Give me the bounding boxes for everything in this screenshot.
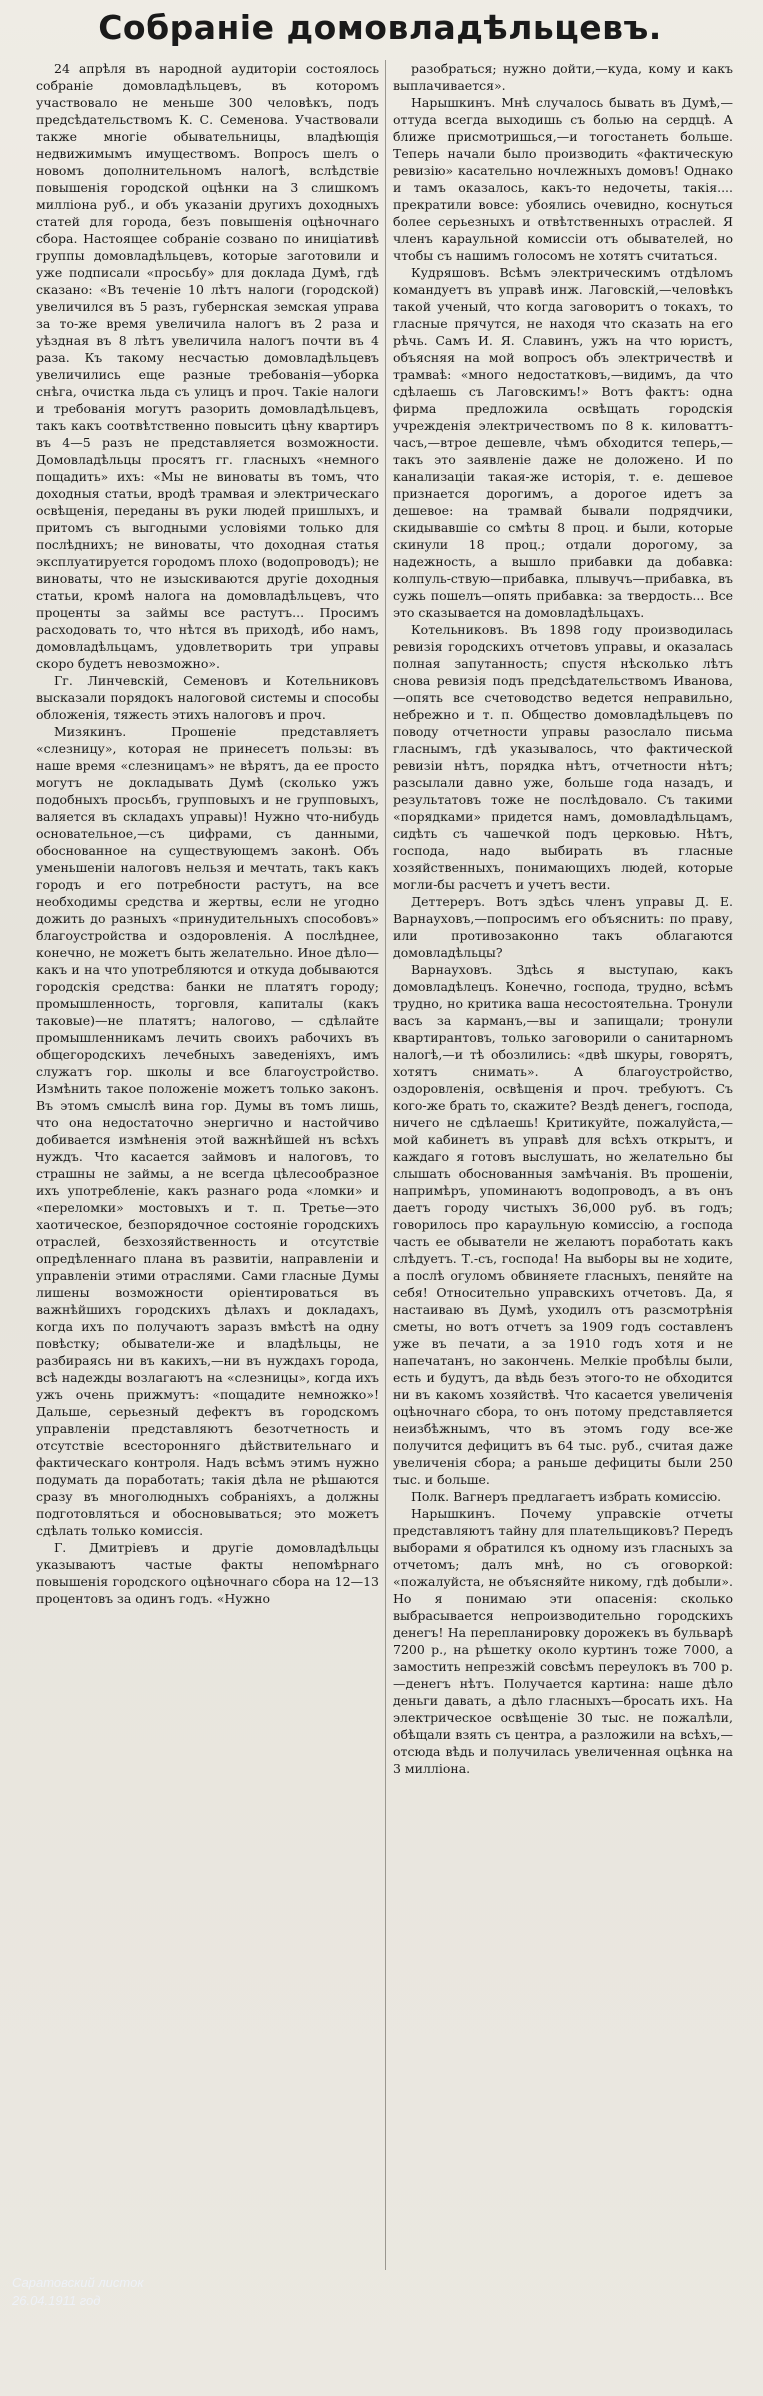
- right-column: [393, 60, 733, 1777]
- paragraph: Котельниковъ. Въ 1898 году производилась ревизія городскихъ отчетовъ управы, и оказалась полная запутанность; спустя нѣсколько лѣтъ снова ревизія подъ предсѣдательствомъ Иванова,—опять все счетоводство ведется неправильно, небрежно и т. п. Общество домовладѣльцевъ по поводу отчетности управы разослало письма гласнымъ, гдѣ указывалось, что фактической ревизіи нѣтъ, порядка нѣтъ, отчетности нѣтъ; разсылали давно уже, больше года назадъ, и результатовъ тоже не послѣдовало. Съ такими «порядками» придется намъ, домовладѣльцамъ, сидѣть съ чашечкой подъ церковью. Нѣтъ, господа, надо выбирать въ гласные хозяйственныхъ, понимающихъ людей, которые могли-бы расчетъ и учетъ вести.: [393, 622, 733, 892]
- source-caption: [12, 2274, 252, 2314]
- paragraph: Деттереръ. Вотъ здѣсь членъ управы Д. Е. Варнауховъ,—попросимъ его объяснить: по праву, или противозаконно такъ облагаются домовладѣльцы?: [393, 894, 733, 960]
- left-column: [36, 60, 379, 1607]
- paragraph: Нарышкинъ. Мнѣ случалось бывать въ Думѣ,—оттуда всегда выходишь съ болью на сердцѣ. А ближе присмотришься,—и тогостанеть больше. Теперь начали было производить «фактическую ревизію» касательно ночлежныхъ домовъ! Однако и тамъ оказалось, какъ-то недочеты, такія.... прекратили вовсе: убоялись очевидно, коснуться более серьезныхъ и отвѣтственныхъ отраслей. Я членъ караульной комиссіи отъ обывателей, но чтобы съ нашимъ голосомъ не хотятъ считаться.: [393, 95, 733, 263]
- column-divider: [385, 60, 386, 2270]
- paragraph: Г. Дмитріевъ и другіе домовладѣльцы указываютъ частые факты непомѣрнаго повышенія городского оцѣночнаго сбора на 12—13 процентовъ за одинъ годъ. «Нужно: [36, 1540, 379, 1606]
- caption-date: 26.04.1911 год: [12, 2293, 101, 2308]
- article-title: Собраніе домовладѣльцевъ.: [98, 8, 662, 47]
- caption-source: Саратовский листок: [12, 2275, 144, 2290]
- paragraph: Мизякинъ. Прошеніе представляетъ «слезницу», которая не принесетъ пользы: въ наше время «слезницамъ» не вѣрятъ, да ее просто могутъ не докладывать Думѣ (сколько ужъ подобныхъ просьбъ, групповыхъ и не групповыхъ, валяется въ складахъ управы)! Нужно что-нибудь основательное,—съ цифрами, съ данными, обоснованное на существующемъ законѣ. Объ уменьшеніи налоговъ нельзя и мечтать, такъ какъ городъ и его потребности растутъ, на все необходимы средства и жертвы, если не угодно дожить до разныхъ «принудительныхъ способовъ» благоустройства и оздоровленія. А послѣднее, конечно, не можетъ быть желательно. Иное дѣло—какъ и на что употребляются и откуда добываются городскія средства: банки не платятъ городу; промышленность, торговля, капиталы (какъ таковые)—не платятъ; налогово, — сдѣлайте промышленникамъ лечить своихъ рабочихъ въ общегородскихъ лечебныхъ заведеніяхъ, имъ служатъ гор. школы и все благоустройство. Измѣнить такое положеніе можетъ только законъ. Въ этомъ смыслѣ вина гор. Думы въ томъ лишь, что она недостаточно энергично и настойчиво добивается измѣненія этой важнѣйшей нъ всѣхъ нуждъ. Что касается займовъ и налоговъ, то страшны не займы, а не всегда цѣлесообразное ихъ употребленіе, какъ разнаго рода «ломки» и «переломки» мостовыхъ и т. п. Третье—это хаотическое, безпорядочное состояніе городскихъ отраслей, безхозяйственность и отсутствіе опредѣленнаго плана въ развитіи, направленіи и управленіи этими отраслями. Сами гласные Думы лишены возможности оріентироваться въ важнѣйшихъ городскихъ дѣлахъ и докладахъ, когда ихъ по получаютъ заразъ вмѣстѣ на одну повѣстку; обыватели-же и владѣльцы, не разбираясь ни въ какихъ,—ни въ нуждахъ города, всѣ надежды возлагаютъ на «слезницы», когда ихъ ужъ очень прижмутъ: «пощадите немножко»! Дальше, серьезный дефектъ въ городскомъ управленіи представляютъ безотчетность и отсутствіе всесторонняго дѣйствительнаго и фактическаго контроля. Надъ всѣмъ этимъ нужно подумать да поработать; такія дѣла не рѣшаются сразу въ многолюдныхъ собраніяхъ, а должны подготовляться и обосновываться; это можетъ сдѣлать только комиссія.: [36, 724, 379, 1538]
- paragraph: разобраться; нужно дойти,—куда, кому и какъ выплачивается».: [393, 61, 733, 93]
- paragraph: Нарышкинъ. Почему управскіе отчеты представляютъ тайну для плательщиковъ? Передъ выборами я обратился къ одному изъ гласныхъ за отчетомъ; далъ мнѣ, но съ оговоркой: «пожалуйста, не объясняйте никому, гдѣ добыли». Но я понимаю эти опасенія: сколько выбрасывается непроизводительно городскихъ денегъ! На перепланировку дорожекъ въ бульварѣ 7200 р., на рѣшетку около куртинъ тоже 7000, а замостить непрезжій совсѣмъ переулокъ въ 700 р.—денегъ нѣтъ. Получается картина: наше дѣло деньги давать, а дѣло гласныхъ—бросать ихъ. На электрическое освѣщеніе 30 тыс. не пожалѣли, обѣщали взять съ центра, а разложили на всѣхъ,—отсюда вѣдь и получилась увеличенная оцѣнка на 3 милліона.: [393, 1506, 733, 1776]
- paragraph: Кудряшовъ. Всѣмъ электрическимъ отдѣломъ командуетъ въ управѣ инж. Лаговскій,—человѣкъ такой ученый, что когда заговоритъ о токахъ, то гласные прячутся, не находя что сказать на его рѣчь. Самъ И. Я. Славинъ, ужъ на что юристъ, объясняя на мой вопросъ объ электричествѣ и трамваѣ: «много недостатковъ,—видимъ, да что сдѣлаешь съ Лаговскимъ!» Вотъ фактъ: одна фирма предложила освѣщать городскія учрежденія электричествомъ по 8 к. киловаттъ-часъ,—втрое дешевле, чѣмъ обходится теперь,—такъ это заявленіе даже не доложено. И по канализаціи такая-же исторія, т. е. дешевое признается дорогимъ, а дорогое идетъ за дешевое: на трамвай бывали подрядчики, скидывавшіе со смѣты 8 проц. и были, которые скинули 18 проц.; отдали дорогому, за надежность, а вышло прибавки да добавка: колпуль-ствую—прибавка, плывучъ—прибавка, въ сужь пошелъ—опять прибавка: за твердость... Все это сказывается на домовладѣльцахъ.: [393, 265, 733, 620]
- paragraph: Гг. Линчевскій, Семеновъ и Котельниковъ высказали порядокъ налоговой системы и способы обложенія, тяжесть этихъ налоговъ и проч.: [36, 673, 379, 722]
- paragraph: Полк. Вагнеръ предлагаетъ избрать комиссію.: [411, 1489, 722, 1504]
- paragraph: 24 апрѣля въ народной аудиторіи состоялось собраніе домовладѣльцевъ, въ которомъ участвовало не меньше 300 человѣкъ, подъ предсѣдательствомъ К. С. Семенова. Участвовали также многіе обывательницы, владѣющія недвижимымъ имуществомъ. Вопросъ шелъ о новомъ дополнительномъ налогѣ, вслѣдствіе повышенія городской оцѣнки на 3 слишкомъ милліона руб., и объ указаніи другихъ доходныхъ статей для города, безъ повышенія оцѣночнаго сбора. Настоящее собраніе созвано по иниціативѣ группы домовладѣльцевъ, которые заготовили и уже подписали «просьбу» для доклада Думѣ, гдѣ сказано: «Въ теченіе 10 лѣтъ налоги (городской) увеличился въ 5 разъ, губернская земская управа за то-же время увеличила налогъ въ 2 раза и уѣздная въ 8 лѣтъ увеличила налогъ почти въ 4 раза. Къ такому несчастью домовладѣльцевъ увеличились еще разные требованія—уборка снѣга, очистка льда съ улицъ и проч. Такіе налоги и требованія могутъ разорить домовладѣльцевъ, такъ какъ соотвѣтственно повысить цѣну квартиръ въ 4—5 разъ не представляется возможности. Домовладѣльцы просятъ гг. гласныхъ «немного пощадить» ихъ: «Мы не виноваты въ томъ, что доходныя статьи, вродѣ трамвая и электрическаго освѣщенія, переданы въ руки людей пришлыхъ, и притомъ съ выгодными условіями только для послѣднихъ; не виноваты, что доходная статья эксплуатируется городомъ плохо (водопроводъ); не виноваты, что не изыскиваются другіе доходныя статьи, кромѣ налога на домовладѣльцевъ, что проценты за займы все растутъ... Просимъ расходовать то, что нѣтся въ приходѣ, ибо намъ, домовладѣльцамъ, удовлетворить три управы скоро будетъ невозможно».: [36, 61, 380, 671]
- paragraph: Варнауховъ. Здѣсь я выступаю, какъ домовладѣлецъ. Конечно, господа, трудно, всѣмъ трудно, но критика ваша несостоятельна. Тронули васъ за карманъ,—вы и запищали; тронули квартирантовъ, только заговорили о санитарномъ налогѣ,—и тѣ обозлились: «двѣ шкуры, говорятъ, хотятъ снимать». А благоустройство, оздоровленія, освѣщенія и проч. требуютъ. Съ кого-же брать то, скажите? Вездѣ денегъ, господа, ничего не сдѣлаешь! Критикуйте, пожалуйста,—мой кабинетъ въ управѣ для всѣхъ открытъ, и каждаго я готовъ выслушать, но желательно бы слышать обоснованныя замѣчанія. Въ прошеніи, напримѣръ, упоминаютъ водопроводъ, а въ онъ даетъ городу чистыхъ 36,000 руб. въ годъ; говорилось про караульную комиссію, а господа часть ее обыватели не желаютъ поработать какъ слѣдуетъ. Т.-съ, господа! На выборы вы не ходите, а послѣ огуломъ обвиняете гласныхъ, пеняйте на себя! Относительно управскихъ отчетовъ. Да, я настаиваю въ Думѣ, уходилъ отъ разсмотрѣнія сметы, но вотъ отчетъ за 1909 годъ составленъ уже въ печати, а за 1910 годъ хотя и не напечатанъ, но закончень. Мелкіе пробѣлы были, есть и будутъ, да вѣдь безъ этого-то не обходится ни въ какомъ хозяйствѣ. Что касается увеличенія оцѣночнаго сбора, то онъ потому представляется неизбѣжнымъ, что въ этомъ году все-же получится дефицитъ въ 64 тыс. руб., считая даже увеличенія сбора; а раньше дефициты были 250 тыс. и больше.: [393, 962, 733, 1487]
